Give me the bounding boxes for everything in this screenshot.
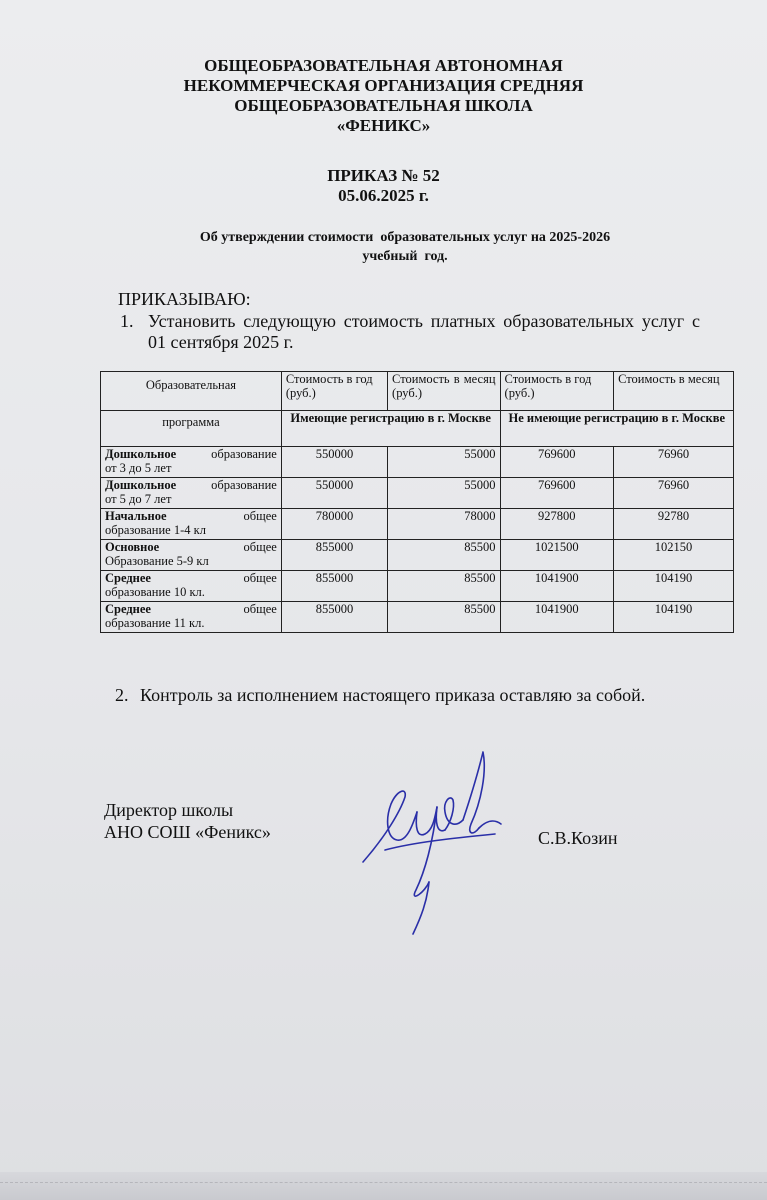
price-year-unregistered: 1021500 bbox=[500, 540, 614, 571]
program-cell bbox=[101, 571, 282, 602]
program-type: общее bbox=[243, 509, 277, 523]
item-1-text: Установить следующую стоимость платных образовательных услуг с 01 сентября 2025 г. bbox=[148, 311, 700, 352]
table-row bbox=[101, 447, 734, 478]
item-1-number: 1. bbox=[120, 311, 134, 331]
price-month-registered: 85500 bbox=[388, 602, 501, 633]
price-year-unregistered: 1041900 bbox=[500, 571, 614, 602]
program-header-bottom: программа bbox=[101, 411, 282, 447]
program-name-line-1 bbox=[105, 602, 277, 616]
price-year-unregistered: 769600 bbox=[500, 447, 614, 478]
price-year-registered: 855000 bbox=[281, 571, 387, 602]
price-month-registered: 55000 bbox=[388, 447, 501, 478]
program-header-top: Образовательная bbox=[101, 372, 282, 411]
program-cell bbox=[101, 540, 282, 571]
program-cell bbox=[101, 447, 282, 478]
program-level: Дошкольное bbox=[105, 447, 177, 461]
header-month-unregistered: Стоимость в месяц bbox=[614, 372, 734, 411]
item-2-text: Контроль за исполнением настоящего приказа оставляю за собой. bbox=[140, 685, 646, 705]
program-level: Среднее bbox=[105, 571, 151, 585]
program-level: Среднее bbox=[105, 602, 151, 616]
program-name-line-2: от 5 до 7 лет bbox=[105, 492, 172, 506]
director-position: Директор школы bbox=[104, 800, 234, 820]
order-subject bbox=[140, 228, 670, 266]
header-year-unregistered: Стоимость в год (руб.) bbox=[500, 372, 614, 411]
program-name-line-2: образование 1-4 кл bbox=[105, 523, 206, 537]
program-cell bbox=[101, 509, 282, 540]
item-2-number: 2. bbox=[115, 685, 129, 705]
program-name-line-1 bbox=[105, 447, 277, 461]
program-name-line-1 bbox=[105, 571, 277, 585]
program-cell bbox=[101, 478, 282, 509]
price-month-registered: 85500 bbox=[388, 540, 501, 571]
program-type: образование bbox=[211, 447, 277, 461]
price-month-unregistered: 76960 bbox=[614, 478, 734, 509]
director-signature bbox=[355, 742, 505, 942]
table-row bbox=[101, 509, 734, 540]
director-organization: АНО СОШ «Феникс» bbox=[104, 822, 271, 842]
page-bottom-edge bbox=[0, 1172, 767, 1200]
header-year-registered: Стоимость в год (руб.) bbox=[281, 372, 387, 411]
order-item-2 bbox=[115, 685, 655, 706]
order-subject-line-1: Об утверждении стоимости образовательных услуг на 2025-2026 bbox=[199, 230, 611, 245]
program-name-line-1 bbox=[105, 478, 277, 492]
price-month-unregistered: 104190 bbox=[614, 602, 734, 633]
program-type: общее bbox=[243, 540, 277, 554]
price-month-unregistered: 76960 bbox=[614, 447, 734, 478]
header-line-3: ОБЩЕОБРАЗОВАТЕЛЬНАЯ ШКОЛА bbox=[234, 96, 533, 115]
program-name-line-2: Образование 5-9 кл bbox=[105, 554, 209, 568]
director-name: С.В.Козин bbox=[538, 828, 618, 848]
table-row bbox=[101, 571, 734, 602]
price-year-registered: 550000 bbox=[281, 478, 387, 509]
price-month-registered: 55000 bbox=[388, 478, 501, 509]
program-name-line-2: от 3 до 5 лет bbox=[105, 461, 172, 475]
price-year-unregistered: 769600 bbox=[500, 478, 614, 509]
order-date: 05.06.2025 г. bbox=[338, 186, 429, 205]
program-type: общее bbox=[243, 571, 277, 585]
header-month-registered: Стоимость в месяц (руб.) bbox=[388, 372, 501, 411]
program-type: образование bbox=[211, 478, 277, 492]
header-line-4: «ФЕНИКС» bbox=[336, 116, 431, 135]
order-title bbox=[0, 166, 767, 206]
price-year-registered: 550000 bbox=[281, 447, 387, 478]
directive-heading: ПРИКАЗЫВАЮ: bbox=[118, 289, 251, 309]
group-header-unregistered: Не имеющие регистрацию в г. Москве bbox=[500, 411, 733, 447]
header-line-2: НЕКОММЕРЧЕСКАЯ ОРГАНИЗАЦИЯ СРЕДНЯЯ bbox=[183, 76, 584, 95]
program-name-line-1 bbox=[105, 509, 277, 523]
table-row bbox=[101, 602, 734, 633]
program-level: Начальное bbox=[105, 509, 167, 523]
program-name-line-2: образование 10 кл. bbox=[105, 585, 205, 599]
table-row bbox=[101, 540, 734, 571]
program-level: Дошкольное bbox=[105, 478, 177, 492]
price-year-registered: 780000 bbox=[281, 509, 387, 540]
price-month-registered: 78000 bbox=[388, 509, 501, 540]
group-header-registered: Имеющие регистрацию в г. Москве bbox=[281, 411, 500, 447]
program-name-line-2: образование 11 кл. bbox=[105, 616, 205, 630]
price-year-unregistered: 927800 bbox=[500, 509, 614, 540]
price-month-unregistered: 92780 bbox=[614, 509, 734, 540]
order-item-1 bbox=[120, 311, 700, 353]
program-name-line-1 bbox=[105, 540, 277, 554]
program-type: общее bbox=[243, 602, 277, 616]
price-month-registered: 85500 bbox=[388, 571, 501, 602]
header-line-1: ОБЩЕОБРАЗОВАТЕЛЬНАЯ АВТОНОМНАЯ bbox=[204, 56, 563, 75]
price-month-unregistered: 102150 bbox=[614, 540, 734, 571]
table-row bbox=[101, 478, 734, 509]
price-table bbox=[100, 371, 734, 633]
order-subject-line-2: учебный год. bbox=[362, 249, 448, 264]
price-month-unregistered: 104190 bbox=[614, 571, 734, 602]
order-number: ПРИКАЗ № 52 bbox=[327, 166, 440, 185]
program-level: Основное bbox=[105, 540, 160, 554]
program-cell bbox=[101, 602, 282, 633]
price-year-registered: 855000 bbox=[281, 540, 387, 571]
page-edge-line bbox=[0, 1182, 767, 1184]
price-year-registered: 855000 bbox=[281, 602, 387, 633]
school-name-header bbox=[0, 56, 767, 136]
price-year-unregistered: 1041900 bbox=[500, 602, 614, 633]
director-title bbox=[104, 799, 271, 843]
